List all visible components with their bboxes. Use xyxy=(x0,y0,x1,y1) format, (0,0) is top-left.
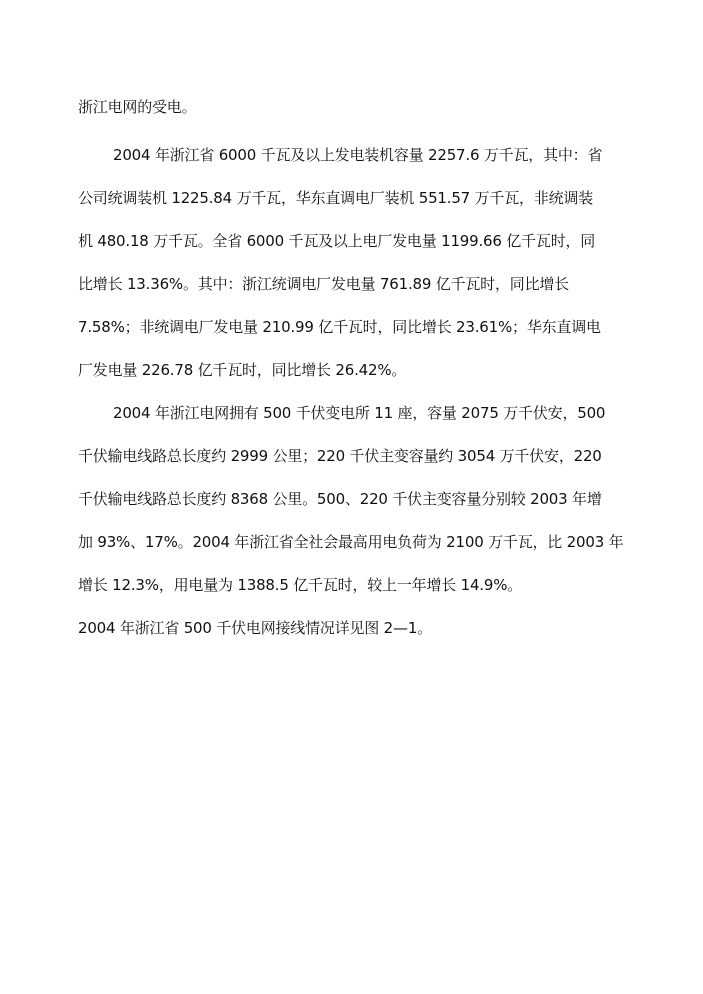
text-line: 公司统调装机 1225.84 万千瓦，华东直调电厂装机 551.57 万千瓦，非统调装 xyxy=(78,189,593,207)
text-line: 厂发电量 226.78 亿千瓦时，同比增长 26.42%。 xyxy=(78,361,407,379)
text-line: 2004 年浙江电网拥有 500 千伏变电所 11 座，容量 2075 万千伏安，500 xyxy=(113,404,606,422)
text-line: 增长 12.3%，用电量为 1388.5 亿千瓦时，较上一年增长 14.9%。 xyxy=(78,576,523,594)
text-line: 浙江电网的受电。 xyxy=(78,98,197,116)
text-line: 千伏输电线路总长度约 8368 公里。500、220 千伏主变容量分别较 2003 年增 xyxy=(78,490,602,508)
text-line: 比增长 13.36%。其中：浙江统调电厂发电量 761.89 亿千瓦时，同比增长 xyxy=(78,275,569,293)
text-line: 2004 年浙江省 6000 千瓦及以上发电装机容量 2257.6 万千瓦，其中：省 xyxy=(113,146,603,164)
text-line: 2004 年浙江省 500 千伏电网接线情况详见图 2—1。 xyxy=(78,619,432,637)
text-line: 千伏输电线路总长度约 2999 公里；220 千伏主变容量约 3054 万千伏安，220 xyxy=(78,447,602,465)
text-line: 7.58%；非统调电厂发电量 210.99 亿千瓦时，同比增长 23.61%；华东直调电 xyxy=(78,318,601,336)
text-line: 加 93%、17%。2004 年浙江省全社会最高用电负荷为 2100 万千瓦，比 2003 年 xyxy=(78,533,624,551)
text-line: 机 480.18 万千瓦。全省 6000 千瓦及以上电厂发电量 1199.66 亿千瓦时，同 xyxy=(78,232,596,250)
